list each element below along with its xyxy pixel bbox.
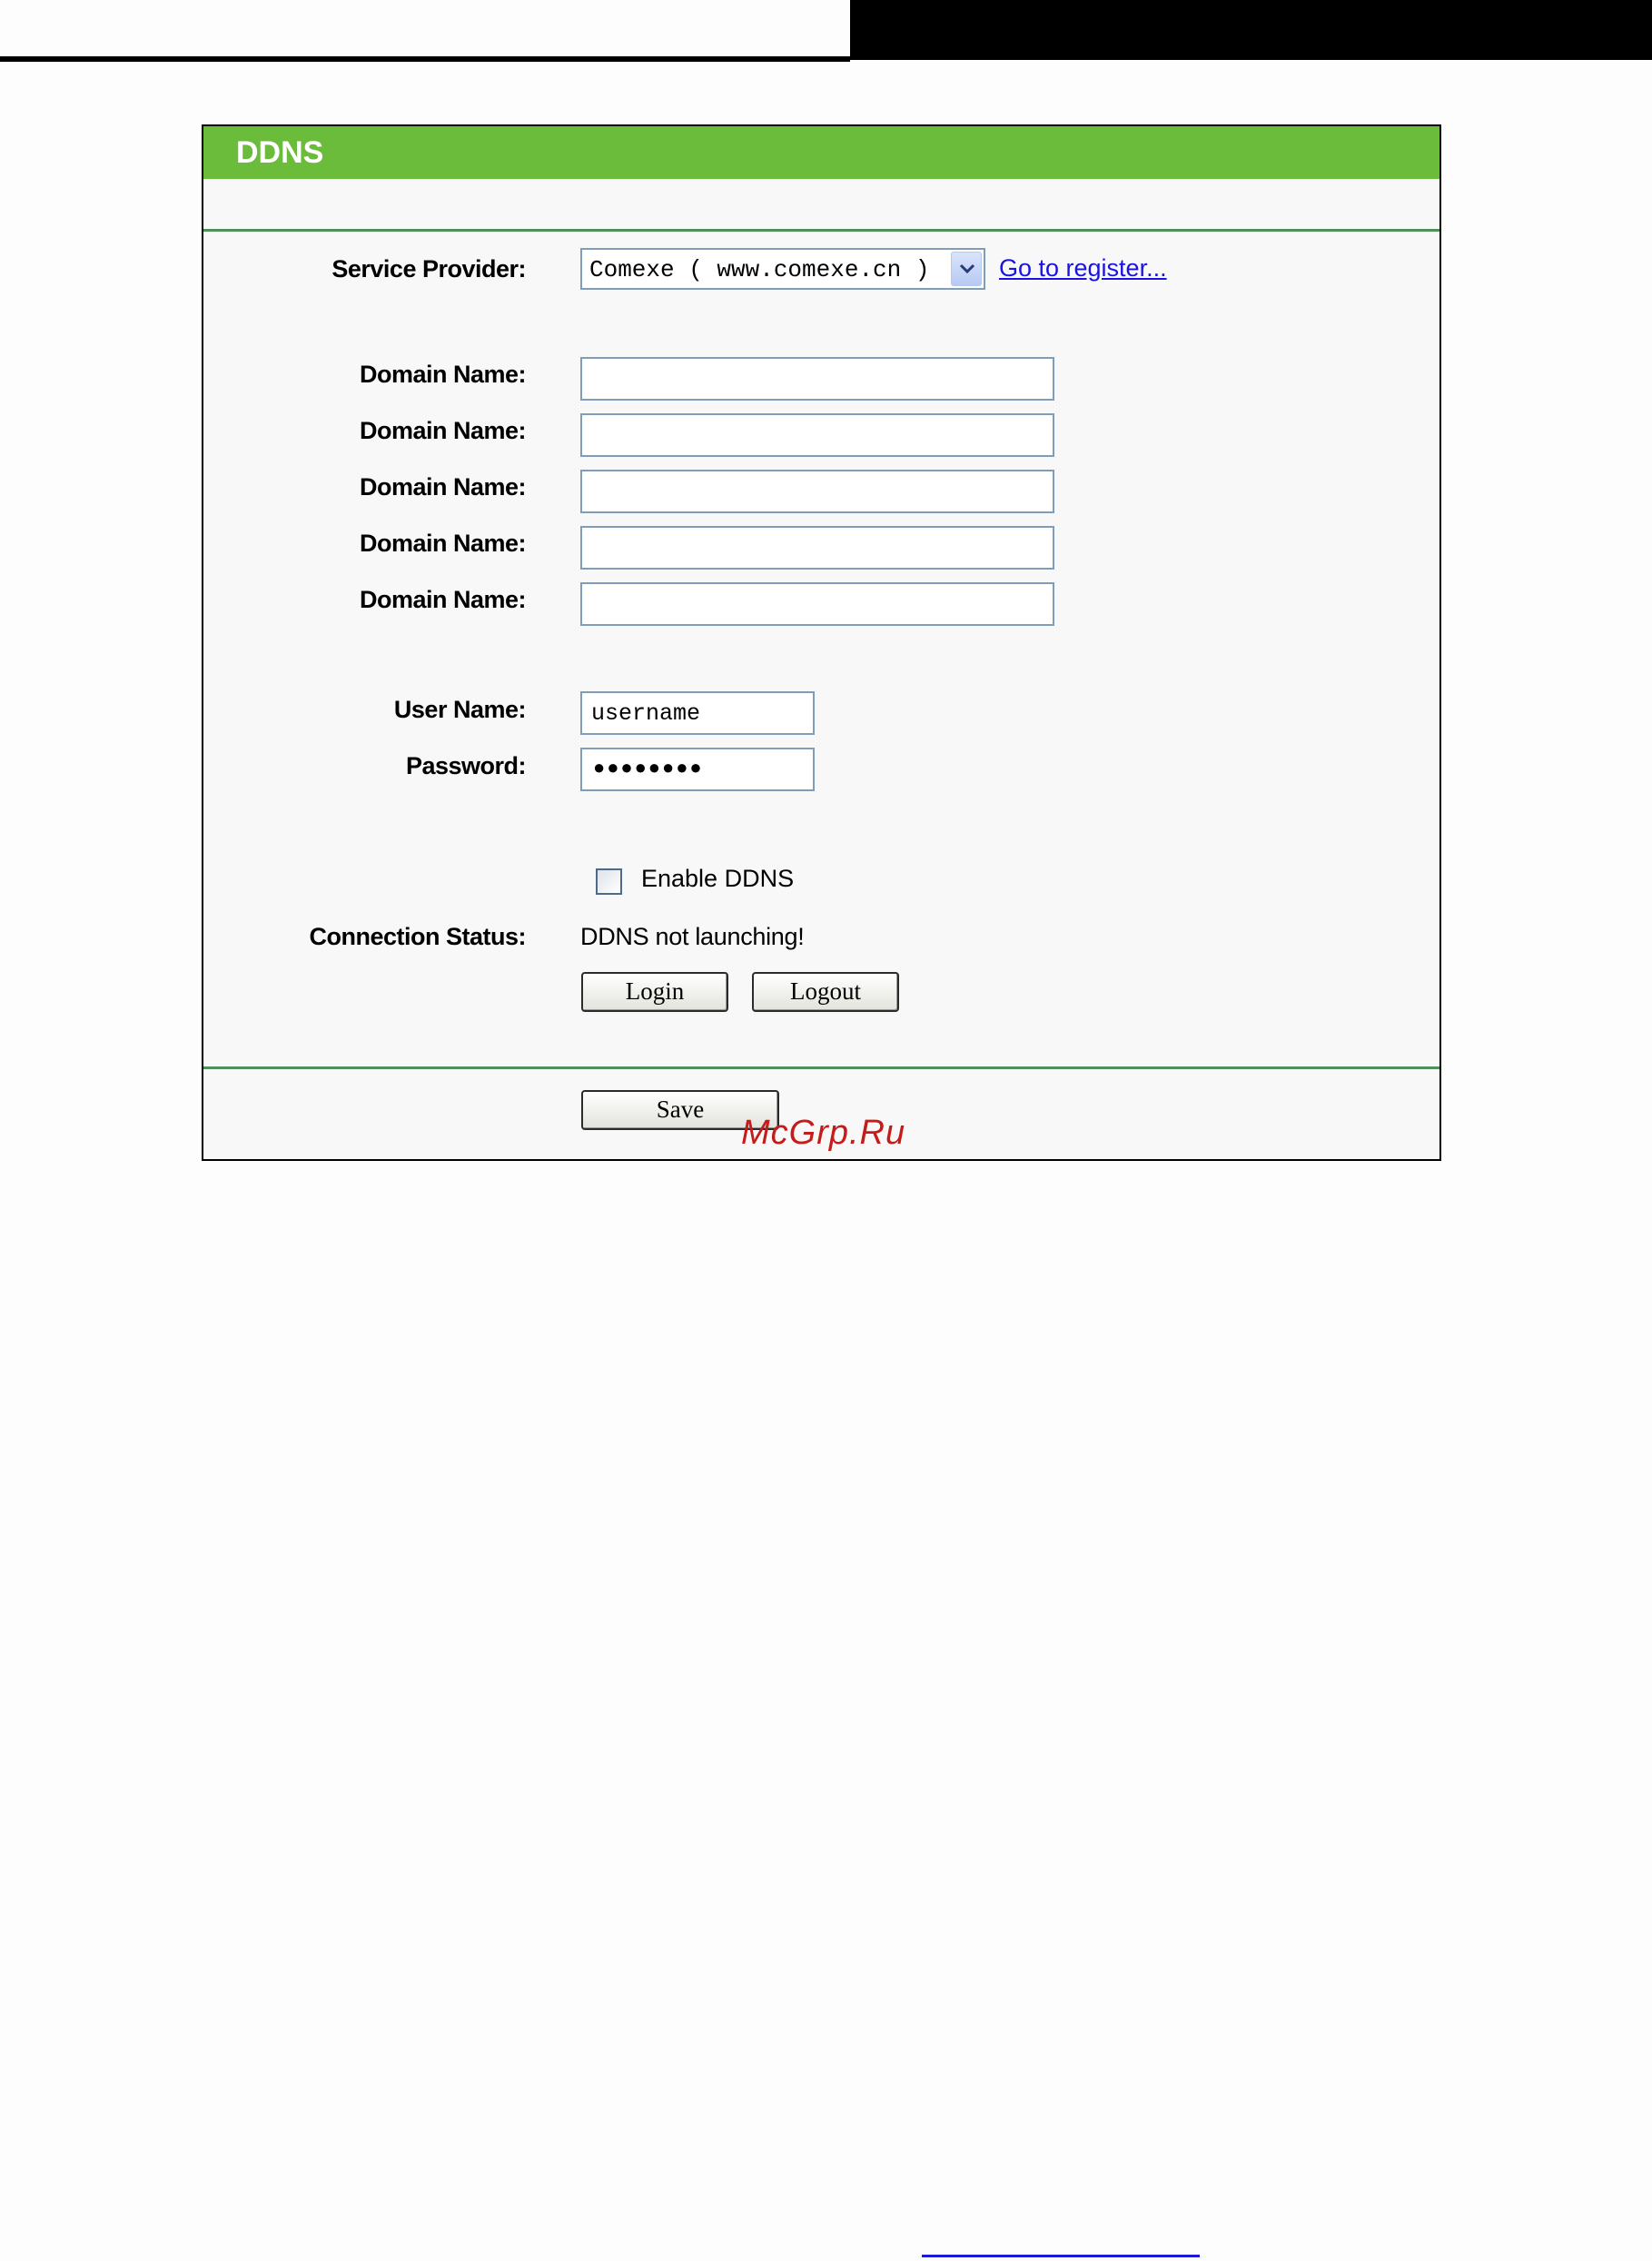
page-title: DDNS — [236, 135, 324, 170]
chevron-down-icon — [959, 263, 975, 275]
connection-status-value: DDNS not launching! — [580, 923, 805, 950]
service-provider-select[interactable] — [580, 248, 985, 290]
domain-name-label-4: Domain Name: — [359, 530, 526, 557]
enable-ddns-checkbox[interactable] — [596, 868, 622, 895]
page-header-block — [850, 0, 1652, 60]
domain-name-field-4[interactable] — [580, 526, 1054, 570]
domain-name-field-3[interactable] — [580, 470, 1054, 513]
connection-status-label: Connection Status: — [309, 923, 526, 950]
ddns-panel — [202, 124, 1441, 1161]
watermark-text: McGrp.Ru — [741, 1114, 906, 1152]
go-to-register-link[interactable]: Go to register... — [999, 254, 1167, 282]
logout-button[interactable]: Logout — [752, 972, 899, 1012]
user-name-label: User Name: — [393, 696, 526, 723]
panel-title-bar — [203, 126, 1439, 179]
domain-name-field-2[interactable] — [580, 413, 1054, 457]
bottom-divider — [203, 1066, 1439, 1069]
enable-ddns-label: Enable DDNS — [641, 865, 795, 892]
domain-name-label-3: Domain Name: — [359, 473, 526, 501]
top-divider — [203, 229, 1439, 232]
password-field[interactable] — [580, 748, 815, 791]
page-header-rule — [0, 56, 850, 62]
password-label: Password: — [405, 752, 526, 779]
login-button[interactable]: Login — [581, 972, 728, 1012]
domain-name-field-1[interactable] — [580, 357, 1054, 401]
domain-name-label-2: Domain Name: — [359, 417, 526, 444]
dropdown-button[interactable] — [951, 252, 982, 286]
bottom-link-underline — [922, 2255, 1200, 2257]
password-mask: ●●●●●●●● — [593, 758, 704, 780]
user-name-field[interactable] — [580, 691, 815, 735]
domain-name-field-5[interactable] — [580, 582, 1054, 626]
domain-name-label-5: Domain Name: — [359, 586, 526, 613]
domain-name-label-1: Domain Name: — [359, 361, 526, 388]
service-provider-label: Service Provider: — [331, 255, 526, 283]
service-provider-value: Comexe ( www.comexe.cn ) — [589, 256, 930, 283]
save-button[interactable]: Save — [581, 1090, 779, 1130]
